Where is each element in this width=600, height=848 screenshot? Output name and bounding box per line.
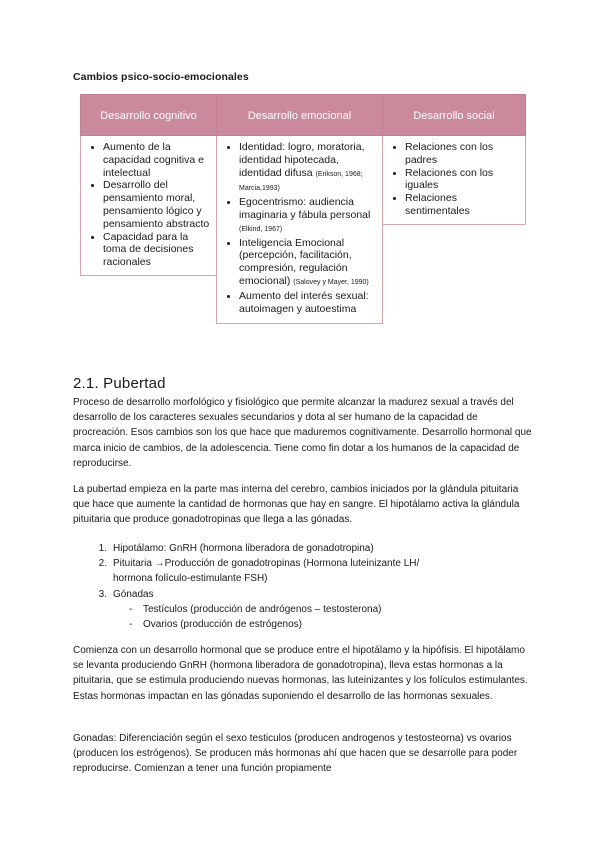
list-number: 3. <box>98 588 107 600</box>
column-header: Desarrollo cognitivo <box>80 94 217 136</box>
paragraph: Gonadas: Diferenciación según el sexo testiculos (producen androgenos y testosteorna) vs ovarios (producen los estrógenos). Se producen más hormonas ahí que hacen que se desarrolle para poder reproducirse. Comienzan a tener una función propiamente <box>73 733 518 775</box>
document-heading: Cambios psico-socio-emocionales <box>73 71 249 83</box>
citation: (Erikson, 1968; Marcia,1993) <box>239 170 363 193</box>
list-item: • Identidad: logro, moratoria, identidad hipotecada, identidad difusa (Erikson, 1968; Marcia,1993) <box>239 141 376 196</box>
list-item <box>73 556 535 586</box>
list-item: • Egocentrismo: audiencia imaginaria y fábula personal (Elkind, 1967) <box>239 196 376 236</box>
column-header: Desarrollo social <box>382 94 526 136</box>
sub-list-item <box>129 602 535 617</box>
paragraph: Comienza con un desarrollo hormonal que se produce entre el hipotálamo y la hipófisis. El hipotálamo se levanta produciendo GnRH (hormona liberadora de gonadotropina), lleva estas hormonas a la pituitaria, que se estimula produciendo nuevas hormonas, las luteinizantes y los folículos estimulantes. Estas hormonas impactan en las gónadas suponiendo el desarrollo de las hormonas sexuales. <box>73 645 528 702</box>
list-item: • Desarrollo del pensamiento moral, pensamiento lógico y pensamiento abstracto <box>103 179 210 230</box>
table-column-social <box>382 94 526 225</box>
column-body <box>216 136 383 324</box>
list-item: • Capacidad para la toma de decisiones racionales <box>103 231 210 269</box>
list-text: Ovarios (producción de estrógenos) <box>143 619 302 631</box>
list-number: 1. <box>98 543 107 554</box>
list-item: • Aumento de la capacidad cognitiva e intelectual <box>103 141 210 179</box>
ordered-list <box>73 541 535 632</box>
list-item <box>73 587 535 602</box>
list-text: Testículos (producción de andrógenos – testosterona) <box>143 603 382 615</box>
sub-list-item <box>129 617 535 632</box>
list-number: 2. <box>98 558 107 570</box>
dash-bullet: - <box>129 619 133 631</box>
column-body <box>382 136 526 225</box>
table-column-emocional <box>216 94 383 324</box>
citation: (Elkind, 1967) <box>239 225 283 233</box>
section-title: 2.1. Pubertad <box>73 375 166 392</box>
list-text: Pituitaria →Producción de gonadotropinas (Hormona luteinizante LH/ hormona folículo-estimulante FSH) <box>113 558 420 585</box>
column-body <box>80 136 217 276</box>
list-item: • Inteligencia Emocional (percepción, facilitación, compresión, regulación emocional) (Salovey y Mayer, 1990) <box>239 237 376 290</box>
citation: (Salovey y Mayer, 1990) <box>293 278 369 286</box>
paragraph: La pubertad empieza en la parte mas interna del cerebro, cambios iniciados por la glándula pituitaria que hace que aumente la cantidad de hormonas que hay en sangre. El hipotálamo activa la glándula pituitaria que produce gonadotropinas que llega a las gónadas. <box>73 484 520 526</box>
table-column-cognitivo <box>80 94 217 276</box>
list-item: • Relaciones con los iguales <box>405 167 519 193</box>
list-item: • Aumento del interés sexual: autoimagen y autoestima <box>239 290 376 316</box>
dash-bullet: - <box>129 603 133 615</box>
list-text: Hipotálamo: GnRH (hormona liberadora de gonadotropina) <box>113 543 374 554</box>
paragraph: Proceso de desarrollo morfológico y fisiológico que permite alcanzar la madurez sexual a través del desarrollo de los caracteres sexuales secundarios y dota al ser humano de la capacidad de procreación. Esos cambios son los que hace que maduremos cognitivamente. Desarrollo hormonal que marca inicio de cambios, de la adolescencia. Tiene como fin dotar a los humanos de la capacidad de reproducirse. <box>73 397 532 469</box>
list-item: • Relaciones sentimentales <box>405 192 519 218</box>
list-item: • Relaciones con los padres <box>405 141 519 167</box>
list-item <box>73 541 535 556</box>
list-text: Gónadas <box>113 588 154 600</box>
column-header: Desarrollo emocional <box>216 94 383 136</box>
